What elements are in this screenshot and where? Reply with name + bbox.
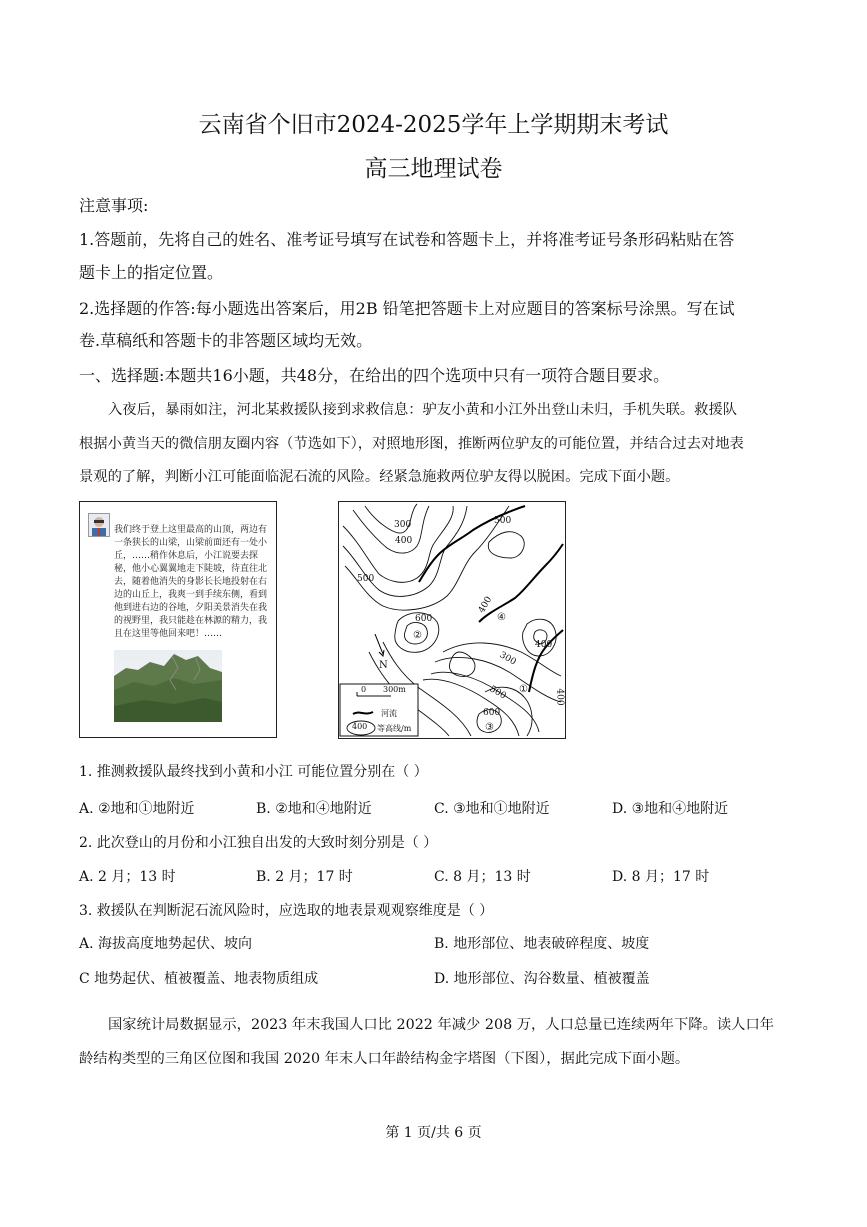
notes-item1-line2: 题卡上的指定位置。 [79, 263, 224, 282]
q1-option-d[interactable]: D. ③地和④地附近 [612, 801, 729, 817]
location-marker-3: ③ [485, 722, 494, 733]
contour-label: 300 [394, 520, 412, 530]
q2-option-b[interactable]: B. 2 月；17 时 [256, 869, 353, 885]
q2-option-c[interactable]: C. 8 月；13 时 [434, 869, 531, 885]
passage1-line2: 根据小黄当天的微信朋友圈内容（节选如下），对照地形图，推断两位驴友的可能位置，并结合过去对地表 [79, 436, 744, 452]
contour-label: 600 [415, 614, 433, 624]
q2-option-d[interactable]: D. 8 月；17 时 [612, 869, 710, 885]
exam-title: 云南省个旧市2024-2025学年上学期期末考试 [198, 112, 669, 138]
q3-option-b[interactable]: B. 地形部位、地表破碎程度、坡度 [434, 936, 650, 952]
mountain-photo [114, 650, 222, 722]
contour-label: 500 [357, 574, 375, 584]
location-marker-4: ④ [497, 612, 506, 623]
contour-label: 500 [487, 684, 508, 702]
q3-option-c[interactable]: C 地势起伏、植被覆盖、地表物质组成 [79, 971, 319, 987]
passage1-line1: 入夜后，暴雨如注，河北某救援队接到求救信息：驴友小黄和小江外出登山未归，手机失联。救援队 [108, 402, 738, 418]
contour-label: 500 [494, 516, 512, 526]
notes-item1-line1: 1.答题前，先将自己的姓名、准考证号填写在试卷和答题卡上，并将准考证号条形码粘贴在答 [79, 230, 735, 249]
legend-contour-value: 400 [352, 722, 368, 731]
legend-contour: 等高线/m [377, 724, 412, 733]
contour-label: 400 [476, 595, 495, 615]
q1-option-c[interactable]: C. ③地和①地附近 [434, 801, 550, 817]
q3-option-a[interactable]: A. 海拔高度地势起伏、坡向 [79, 936, 253, 952]
location-marker-1: ① [519, 684, 528, 695]
avatar [88, 513, 110, 537]
q3-option-d[interactable]: D. 地形部位、沟谷数量、植被覆盖 [434, 971, 650, 987]
scale-zero: 0 [361, 685, 367, 694]
q1-option-a[interactable]: A. ②地和①地附近 [79, 801, 195, 817]
question-2-stem: 2. 此次登山的月份和小江独自出发的大致时刻分别是（ ） [79, 835, 438, 851]
passage2-line1: 国家统计局数据显示，2023 年末我国人口比 2022 年减少 208 万，人口总量已连续两年下降。读人口年 [108, 1017, 775, 1033]
q2-option-a[interactable]: A. 2 月；13 时 [79, 869, 176, 885]
notes-item2-line1: 2.选择题的作答:每小题选出答案后，用2B 铅笔把答题卡上对应题目的答案标号涂黑。写在试 [79, 299, 735, 318]
question-1-stem: 1. 推测救援队最终找到小黄和小江 可能位置分别在（ ） [79, 764, 428, 780]
topographic-map [338, 501, 566, 739]
contour-label: 400 [554, 688, 565, 706]
exam-subtitle: 高三地理试卷 [364, 156, 503, 182]
contour-label: 300 [497, 650, 518, 668]
location-marker-2: ② [413, 630, 422, 641]
wechat-post-text: 我们终于登上这里最高的山顶，两边有一条狭长的山梁，山梁前面还有一处小丘，……稍作休息后，小江说要去探秘，他小心翼翼地走下陡坡，待直往北去，随着他消失的身影长长地投射在右边的山丘上，我爽一到手续东侧，看到他到进右边的谷地，夕阳美景消失在我的视野里，我只能趁在林源的精力，我且在这里等他回来吧！…… [114, 525, 268, 639]
passage1-line3: 景观的了解，判断小江可能面临泥石流的风险。经紧急施救两位驴友得以脱困。完成下面小题。 [79, 469, 680, 485]
scale-label: 300m [383, 685, 406, 694]
contour-label: 400 [535, 640, 553, 650]
north-arrow-label: N [379, 660, 388, 671]
question-3-stem: 3. 救援队在判断泥石流风险时，应选取的地表景观观察维度是（ ） [79, 903, 494, 919]
notes-item2-line2: 卷.草稿纸和答题卡的非答题区域均无效。 [79, 331, 373, 350]
passage2-line2: 龄结构类型的三角区位图和我国 2020 年末人口年龄结构金字塔图（下图），据此完成下面小题。 [79, 1051, 690, 1067]
legend-river: 河流 [381, 709, 397, 718]
notes-heading: 注意事项: [79, 196, 149, 215]
contour-label: 400 [395, 536, 413, 546]
q1-option-b[interactable]: B. ②地和④地附近 [256, 801, 372, 817]
page-number: 第 1 页/共 6 页 [385, 1125, 482, 1141]
contour-label: 600 [483, 708, 501, 718]
section-heading: 一、选择题:本题共16小题，共48分，在给出的四个选项中只有一项符合题目要求。 [79, 366, 670, 385]
wechat-post-figure [79, 501, 277, 738]
